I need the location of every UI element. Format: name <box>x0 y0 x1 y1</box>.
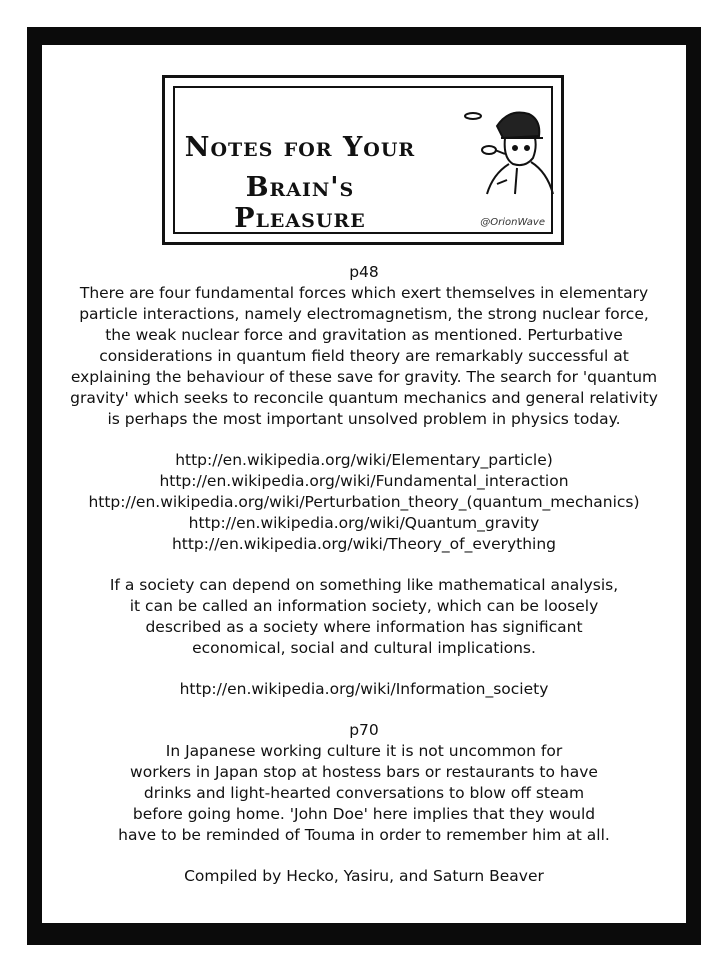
text-line: considerations in quantum field theory are remarkably successful at <box>99 347 629 365</box>
text-line: explaining the behaviour of these save for gravity. The search for 'quantum <box>70 368 658 386</box>
reference-link: http://en.wikipedia.org/wiki/Fundamental_interaction <box>159 472 569 490</box>
text-line: In Japanese working culture it is not uncommon for <box>165 742 563 760</box>
compiled-by: Compiled by Hecko, Yasiru, and Saturn Beaver <box>184 867 544 885</box>
reference-link: http://en.wikipedia.org/wiki/Theory_of_everything <box>171 535 557 553</box>
text-line: the weak nuclear force and gravitation as mentioned. Perturbative <box>105 326 623 344</box>
text-line: gravity' which seeks to reconcile quantum mechanics and general relativity <box>70 389 658 407</box>
text-line: economical, social and cultural implications. <box>192 639 536 657</box>
notes-content <box>48 262 680 887</box>
text-line: If a society can depend on something like mathematical analysis, <box>109 576 619 594</box>
text-line: drinks and light-hearted conversations to blow off steam <box>143 784 585 802</box>
text-line: workers in Japan stop at hostess bars or restaurants to have <box>130 763 598 781</box>
title-inner-border <box>173 86 553 234</box>
title-box <box>162 75 564 245</box>
artist-credit: @OrionWave <box>480 217 545 228</box>
section-label-p48: p48 <box>349 263 379 281</box>
text-line: have to be reminded of Touma in order to remember him at all. <box>118 826 610 844</box>
section-label-p70: p70 <box>349 721 379 739</box>
title-line-2: Brain's Pleasure <box>234 172 366 234</box>
reference-link: http://en.wikipedia.org/wiki/Information_society <box>179 680 549 698</box>
mascot-drawing <box>457 98 557 198</box>
reference-link: http://en.wikipedia.org/wiki/Perturbation_theory_(quantum_mechanics) <box>88 493 640 511</box>
text-line: described as a society where information has significant <box>145 618 583 636</box>
reference-link: http://en.wikipedia.org/wiki/Quantum_gravity <box>188 514 540 532</box>
text-line: before going home. 'John Doe' here implies that they would <box>132 805 596 823</box>
text-line: it can be called an information society, which can be loosely <box>129 597 599 615</box>
text-line: There are four fundamental forces which exert themselves in elementary <box>79 284 649 302</box>
title-line-1: Notes for Your <box>184 132 416 163</box>
text-line: is perhaps the most important unsolved problem in physics today. <box>107 410 621 428</box>
reference-link: http://en.wikipedia.org/wiki/Elementary_particle) <box>175 451 553 469</box>
text-line: particle interactions, namely electromagnetism, the strong nuclear force, <box>79 305 649 323</box>
